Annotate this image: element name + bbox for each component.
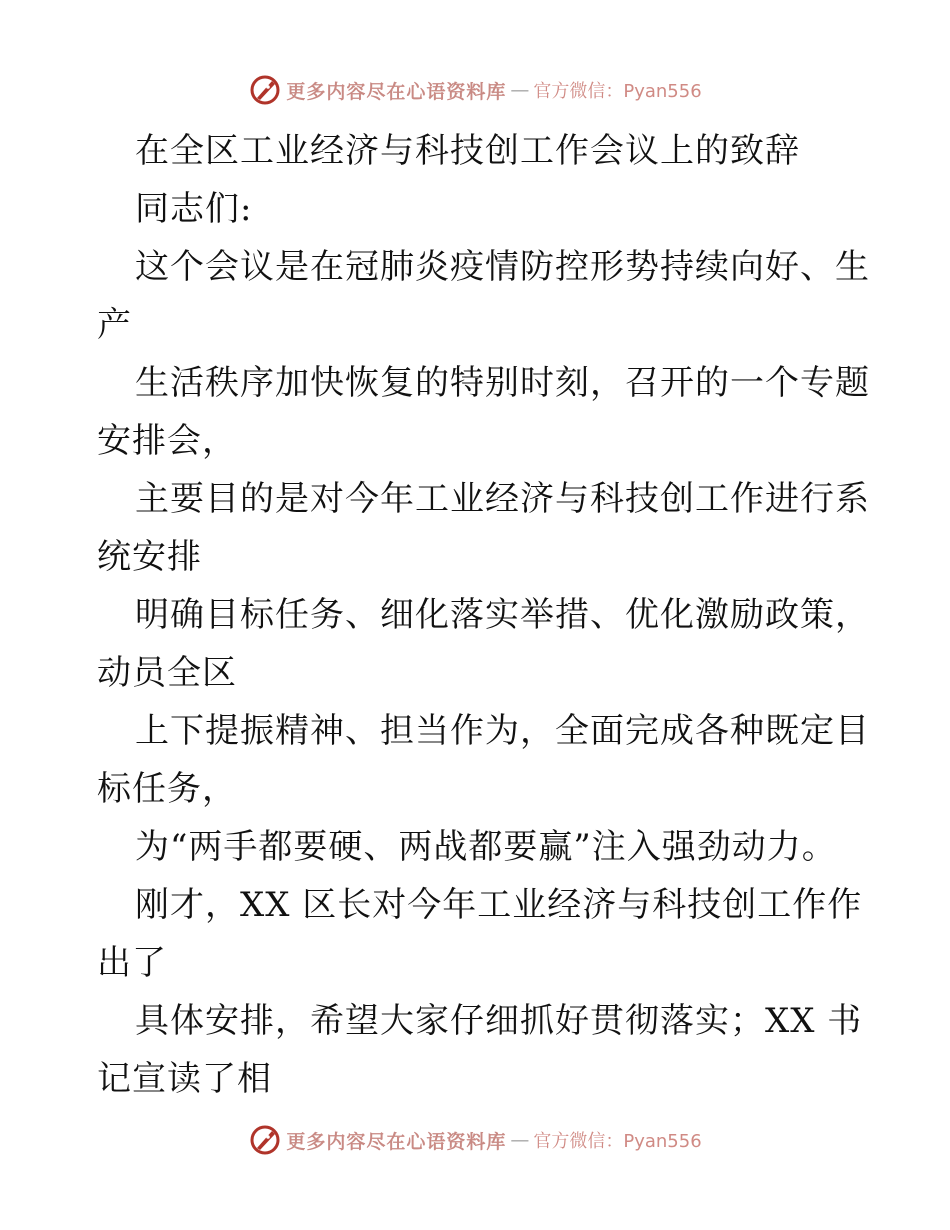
paragraph-line: 安排会， <box>97 421 237 461</box>
paragraph-line: 刚才，XX 区长对今年工业经济与科技创工作作 <box>135 885 863 925</box>
pen-nib-logo-icon <box>248 1123 282 1157</box>
document-title: 在全区工业经济与科技创工作会议上的致辞 <box>135 131 800 171</box>
document-greeting: 同志们: <box>135 189 253 229</box>
document-body <box>97 122 870 1108</box>
header-banner <box>0 70 950 110</box>
footer-contact-text: 官方微信：Pyan556 <box>533 1131 702 1152</box>
paragraph-line: 为“两手都要硬、两战都要赢”注入强劲动力。 <box>135 827 837 867</box>
footer-banner <box>0 1120 950 1160</box>
header-separator: — <box>510 79 530 101</box>
paragraph-line: 上下提振精神、担当作为，全面完成各种既定目 <box>135 711 870 751</box>
paragraph-line: 这个会议是在冠肺炎疫情防控形势持续向好、生 <box>135 247 870 287</box>
paragraph-line: 动员全区 <box>97 653 237 693</box>
footer-brand-text: 更多内容尽在心语资料库 <box>286 1130 507 1153</box>
paragraph-line: 记宣读了相 <box>97 1059 272 1099</box>
paragraph-line: 主要目的是对今年工业经济与科技创工作进行系 <box>135 479 870 519</box>
header-contact-text: 官方微信：Pyan556 <box>533 81 702 102</box>
paragraph-line: 明确目标任务、细化落实举措、优化激励政策， <box>135 595 870 635</box>
paragraph-line: 具体安排，希望大家仔细抓好贯彻落实；XX 书 <box>135 1001 863 1041</box>
paragraph-line: 产 <box>97 305 132 345</box>
header-brand-text: 更多内容尽在心语资料库 <box>286 80 507 103</box>
paragraph-line: 生活秩序加快恢复的特别时刻，召开的一个专题 <box>135 363 870 403</box>
footer-separator: — <box>510 1129 530 1151</box>
paragraph-line: 统安排 <box>97 537 202 577</box>
paragraph-line: 标任务， <box>97 769 237 809</box>
pen-nib-logo-icon <box>248 73 282 107</box>
paragraph-line: 出了 <box>97 943 167 983</box>
